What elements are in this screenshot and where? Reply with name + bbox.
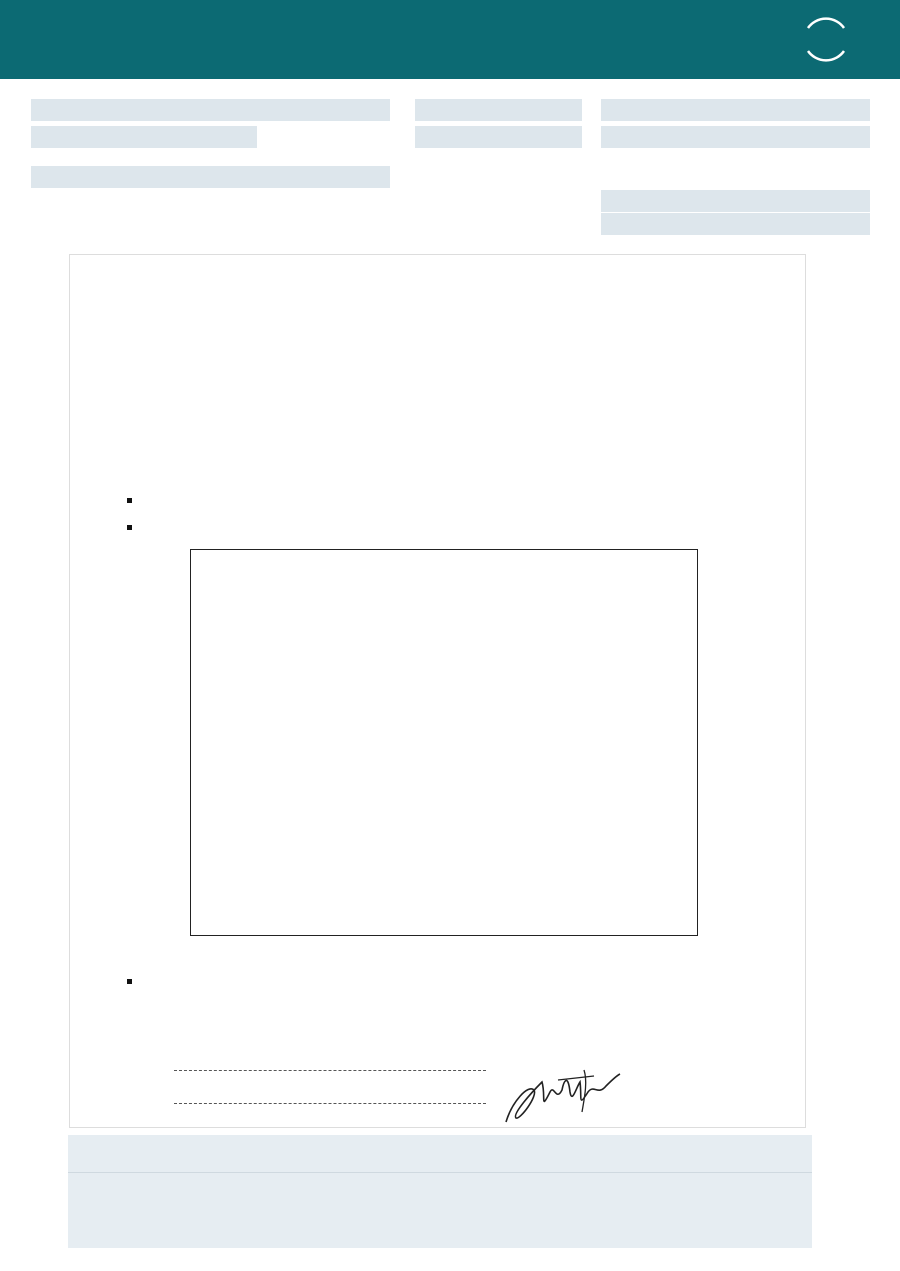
conclusion-divider <box>68 1172 812 1173</box>
report-date-field <box>601 213 870 235</box>
signature-image <box>498 1062 623 1130</box>
header-bar <box>0 0 900 79</box>
divider <box>174 1103 486 1104</box>
sml-logo <box>798 12 854 66</box>
lab-report <box>69 254 806 1128</box>
bullet-electro <box>127 525 132 530</box>
receipt-field <box>601 166 870 188</box>
hospital-code-field <box>31 126 257 148</box>
chart-svg <box>191 550 697 935</box>
dept-field <box>415 126 582 148</box>
conclusion-box <box>68 1135 812 1248</box>
specimen-field <box>415 189 595 211</box>
id-field <box>31 213 390 235</box>
clinical-field <box>601 126 870 148</box>
electrophoresis-chart <box>190 549 698 936</box>
ward-field <box>415 99 582 121</box>
bullet-result <box>127 979 132 984</box>
divider <box>174 1070 486 1071</box>
sex-age-field <box>415 166 595 188</box>
bullet-method <box>127 498 132 503</box>
request-field <box>601 190 870 212</box>
hospital-field <box>31 99 390 121</box>
name-field <box>31 166 390 188</box>
doctor-field <box>601 99 870 121</box>
chart-field <box>31 190 390 212</box>
